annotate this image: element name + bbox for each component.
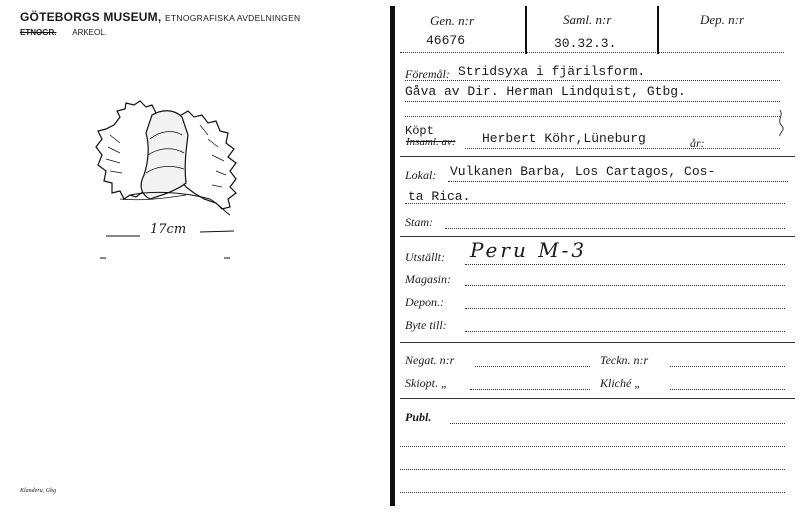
lokal-label: Lokal:	[405, 168, 437, 182]
teckn-label: Teckn. n:r	[600, 353, 649, 367]
publ-line-3	[400, 469, 785, 470]
museum-header	[20, 10, 300, 24]
magasin-label: Magasin:	[405, 272, 451, 286]
cliche-label: Kliché „	[600, 376, 641, 390]
lokal-value-1: Vulkanen Barba, Los Cartagos, Cos-	[450, 164, 716, 179]
foremal-value: Stridsyxa i fjärilsform.	[458, 64, 646, 79]
lokal-line-1	[448, 181, 788, 182]
blank-line-1	[405, 116, 780, 117]
depon-label: Depon.:	[405, 295, 444, 309]
saml-label: Saml. n:r	[563, 12, 612, 27]
publ-label: Publ.	[405, 410, 432, 424]
arkeol-label: ARKEOL.	[72, 28, 107, 37]
skiopt-line	[470, 389, 590, 390]
divider-after-skiopt	[400, 398, 795, 399]
teckn-line	[670, 366, 785, 367]
gen-label: Gen. n:r	[430, 13, 475, 28]
utstallt-line	[465, 264, 785, 265]
magasin-line	[465, 285, 785, 286]
card-divider-2	[657, 6, 659, 54]
gava-line	[405, 101, 780, 102]
utstallt-value: Peru M-3	[470, 238, 588, 262]
stam-line	[445, 228, 785, 229]
publ-line-1	[450, 423, 785, 424]
department-line	[20, 28, 107, 37]
kopt-typed: Köpt	[405, 124, 434, 138]
struck-department: ETNOGR.	[20, 28, 57, 37]
ar-label: år:	[690, 136, 705, 150]
saml-value: 30.32.3.	[554, 36, 617, 51]
scale-label: 17cm	[150, 222, 187, 237]
depon-line	[465, 308, 785, 309]
utstallt-label: Utställt:	[405, 250, 446, 264]
negat-label: Negat. n:r	[405, 353, 455, 367]
gen-value: 46676	[426, 33, 466, 48]
publ-line-2	[400, 446, 785, 447]
pencil-mark	[770, 108, 790, 138]
insaml-line	[465, 148, 780, 149]
divider-after-stam	[400, 236, 795, 237]
foremal-label: Föremål:	[405, 67, 450, 81]
divider-after-insaml	[400, 156, 795, 157]
department-name: ETNOGRAFISKA AVDELNINGEN	[164, 13, 301, 23]
foremal-line	[405, 80, 780, 81]
byte-label: Byte till:	[405, 318, 447, 332]
printer-note: Klanderu, Gbg	[20, 488, 56, 494]
dep-label: Dep. n:r	[700, 12, 745, 27]
insaml-label: Insaml. av:	[406, 136, 456, 148]
lokal-value-2: ta Rica.	[408, 189, 471, 204]
skiopt-label: Skiopt. „	[405, 376, 448, 390]
top-row-line	[400, 52, 784, 53]
card-divider-1	[525, 6, 527, 54]
divider-after-byte	[400, 342, 795, 343]
cliche-line	[670, 389, 785, 390]
gava-value: Gåva av Dir. Herman Lindquist, Gtbg.	[405, 84, 686, 99]
insaml-value: Herbert Köhr,Lüneburg	[482, 131, 646, 146]
museum-name: GÖTEBORGS MUSEUM,	[20, 10, 162, 24]
publ-line-4	[400, 492, 785, 493]
byte-line	[465, 331, 785, 332]
negat-line	[475, 366, 590, 367]
stam-label: Stam:	[405, 215, 433, 229]
card-border-thick	[390, 6, 395, 506]
lokal-line-2	[405, 203, 785, 204]
